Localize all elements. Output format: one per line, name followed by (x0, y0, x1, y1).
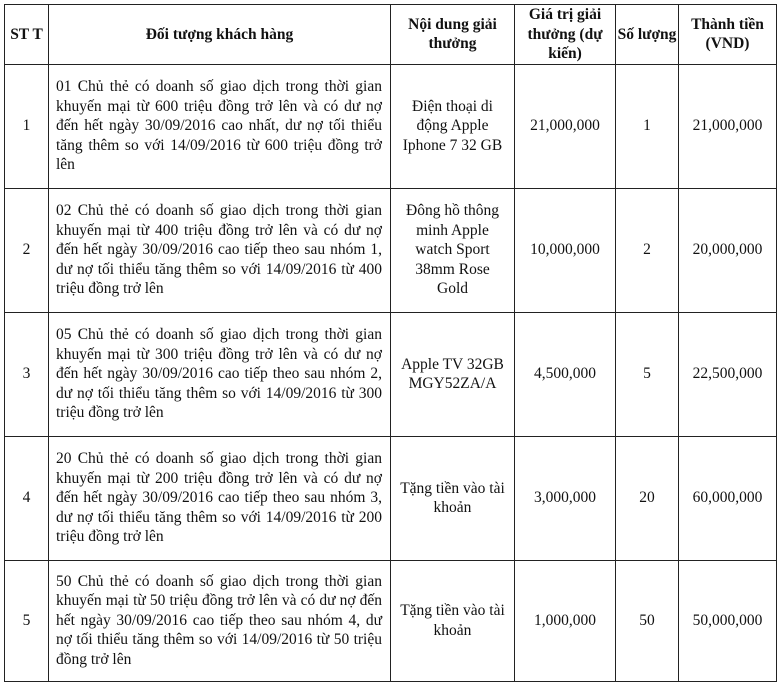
cell-customer: 01 Chủ thẻ có doanh số giao dịch trong thời gian khuyến mại từ 600 triệu đồng trở lên và có dư nợ đến hết ngày 30/09/2016 cao nhất, dư nợ tối thiểu tăng thêm so với 14/09/2016 từ 600 triệu đồng trở lên (49, 64, 391, 188)
cell-value: 10,000,000 (515, 188, 616, 312)
header-quantity: Số lượng (616, 5, 679, 65)
prize-table (4, 4, 777, 682)
cell-prize: Tặng tiền vào tài khoản (391, 560, 515, 681)
cell-total: 50,000,000 (679, 560, 777, 681)
cell-value: 1,000,000 (515, 560, 616, 681)
table-row (5, 312, 777, 436)
table-row (5, 188, 777, 312)
cell-total: 21,000,000 (679, 64, 777, 188)
table-row (5, 436, 777, 560)
cell-stt: 1 (5, 64, 49, 188)
cell-customer: 20 Chủ thẻ có doanh số giao dịch trong thời gian khuyến mại từ 200 triệu đồng trở lên và có dư nợ đến hết ngày 30/09/2016 cao tiếp theo sau nhóm 3, dư nợ tối thiểu tăng thêm so với 14/09/2016 từ 200 triệu đồng trở lên (49, 436, 391, 560)
cell-customer: 50 Chủ thẻ có doanh số giao dịch trong thời gian khuyến mại từ 50 triệu đồng trở lên và có dư nợ đến hết ngày 30/09/2016 cao tiếp theo sau nhóm 4, dư nợ tối thiểu tăng thêm so với 14/09/2016 từ 50 triệu đồng trở lên (49, 560, 391, 681)
cell-quantity: 5 (616, 312, 679, 436)
header-customer: Đối tượng khách hàng (49, 5, 391, 65)
cell-stt: 4 (5, 436, 49, 560)
cell-total: 22,500,000 (679, 312, 777, 436)
cell-value: 3,000,000 (515, 436, 616, 560)
cell-quantity: 2 (616, 188, 679, 312)
cell-quantity: 1 (616, 64, 679, 188)
cell-customer: 05 Chủ thẻ có doanh số giao dịch trong thời gian khuyến mại từ 300 triệu đồng trở lên và có dư nợ đến hết ngày 30/09/2016 cao tiếp theo sau nhóm 2, dư nợ tối thiểu tăng thêm so với 14/09/2016 từ 300 triệu đồng trở lên (49, 312, 391, 436)
cell-total: 20,000,000 (679, 188, 777, 312)
cell-quantity: 20 (616, 436, 679, 560)
header-prize: Nội dung giải thưởng (391, 5, 515, 65)
header-row (5, 5, 777, 65)
cell-stt: 3 (5, 312, 49, 436)
cell-stt: 5 (5, 560, 49, 681)
header-total: Thành tiền (VND) (679, 5, 777, 65)
cell-quantity: 50 (616, 560, 679, 681)
table-row (5, 560, 777, 681)
cell-prize: Apple TV 32GB MGY52ZA/A (391, 312, 515, 436)
cell-stt: 2 (5, 188, 49, 312)
cell-value: 4,500,000 (515, 312, 616, 436)
cell-value: 21,000,000 (515, 64, 616, 188)
cell-prize: Tặng tiền vào tài khoản (391, 436, 515, 560)
table-row (5, 64, 777, 188)
cell-prize: Điện thoại di động Apple Iphone 7 32 GB (391, 64, 515, 188)
header-stt: ST T (5, 5, 49, 65)
cell-customer: 02 Chủ thẻ có doanh số giao dịch trong thời gian khuyến mại từ 400 triệu đồng trở lên và có dư nợ đến hết ngày 30/09/2016 cao tiếp theo sau nhóm 1, dư nợ tối thiểu tăng thêm so với 14/09/2016 từ 400 triệu đồng trở lên (49, 188, 391, 312)
cell-prize: Đông hồ thông minh Apple watch Sport 38mm Rose Gold (391, 188, 515, 312)
header-value: Giá trị giải thưởng (dự kiến) (515, 5, 616, 65)
cell-total: 60,000,000 (679, 436, 777, 560)
